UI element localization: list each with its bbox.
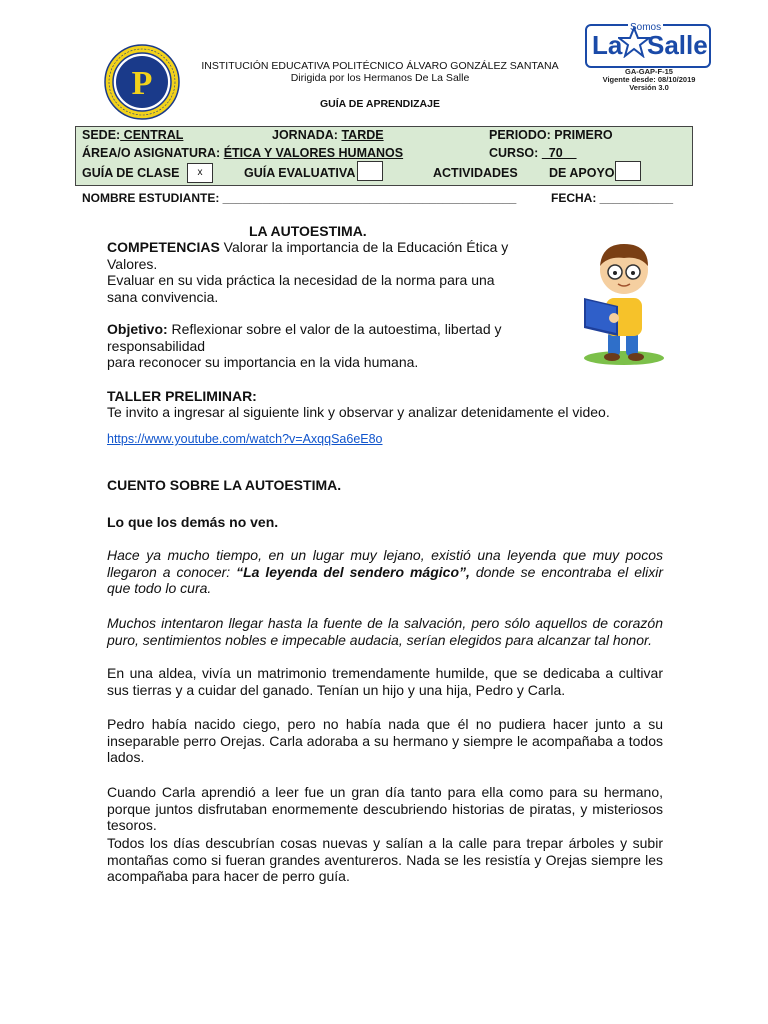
boy-reading-illustration — [578, 236, 670, 366]
competencias-block — [107, 239, 577, 305]
cuento-subtitle: Lo que los demás no ven. — [107, 514, 279, 530]
guia-clase-label: GUÍA DE CLASE — [82, 166, 180, 180]
institution-name: INSTITUCIÓN EDUCATIVA POLITÉCNICO ÁLVARO GONZÁLEZ SANTANA — [201, 60, 559, 72]
curso-label: CURSO: — [489, 146, 539, 160]
cuento-title: CUENTO SOBRE LA AUTOESTIMA. — [107, 477, 342, 493]
guide-title: GUÍA DE APRENDIZAJE — [320, 98, 440, 110]
objetivo-text-1: Reflexionar sobre el valor de la autoestima, libertad y — [167, 321, 502, 337]
taller-text: Te invito a ingresar al siguiente link y observar y analizar detenidamente el video. — [107, 404, 610, 420]
area-label: ÁREA/O ASIGNATURA: — [82, 146, 221, 160]
competencias-label: COMPETENCIAS — [107, 239, 220, 255]
story-paragraph-5: Cuando Carla aprendió a leer fue un gran día tanto para ella como para su hermano, porque juntos disfrutaban enormemente descubriendo historias de piratas, y misteriosos tesoros. — [107, 784, 663, 833]
objetivo-line-1 — [107, 321, 577, 338]
guia-evaluativa-label: GUÍA EVALUATIVA — [244, 166, 356, 180]
guia-clase-checkbox[interactable]: x — [187, 163, 213, 183]
jornada-value: TARDE — [341, 128, 384, 142]
de-apoyo-label: DE APOYO — [549, 166, 615, 180]
institution-subtitle: Dirigida por los Hermanos De La Salle — [290, 72, 470, 84]
story-paragraph-6: Todos los días descubrían cosas nuevas y salían a la calle para trepar árboles y subir montañas como si fueran grandes aventureros. Nada se les resistía y Orejas siempre les acompañaba para hacer de perro guía. — [107, 835, 663, 884]
story-p1-legend-title: “La leyenda del sendero mágico”, — [236, 563, 470, 580]
periodo-field: PERIODO: PRIMERO — [489, 128, 613, 142]
sede-field — [82, 128, 183, 143]
nombre-estudiante-field[interactable]: NOMBRE ESTUDIANTE: ____________________________________________ — [82, 191, 517, 205]
jornada-label: JORNADA: — [272, 128, 338, 142]
story-p1-text-a: Hace ya mucho tiempo, en un lugar muy lejano, existió una leyenda que muy pocos llegaron a conocer: — [107, 547, 663, 580]
taller-title: TALLER PRELIMINAR: — [107, 388, 257, 404]
youtube-link[interactable]: https://www.youtube.com/watch?v=AxqqSa6eE8o — [107, 432, 383, 446]
objetivo-block — [107, 321, 577, 371]
competencias-line-2: Valores. — [107, 255, 158, 272]
de-apoyo-checkbox[interactable] — [615, 161, 641, 181]
competencias-line-1 — [107, 239, 577, 256]
school-seal-logo — [104, 44, 180, 120]
document-code: GA-GAP-F-15 — [625, 67, 673, 76]
jornada-field — [272, 128, 384, 143]
page-title: LA AUTOESTIMA. — [249, 223, 367, 239]
curso-field — [489, 146, 577, 161]
sede-label: SEDE: — [82, 128, 121, 142]
objetivo-line-2: responsabilidad — [107, 337, 206, 354]
brand-salle-text: Salle — [647, 30, 708, 60]
sede-value: CENTRAL — [120, 128, 184, 142]
star-icon — [618, 26, 650, 58]
brand-somos-text: Somos — [630, 22, 662, 33]
fecha-field[interactable]: FECHA: ___________ — [551, 191, 674, 205]
version: Versión 3.0 — [629, 83, 669, 92]
story-paragraph-1 — [107, 547, 663, 597]
competencias-line-4: sana convivencia. — [107, 288, 219, 305]
brand-la-text: La — [592, 30, 623, 60]
competencias-line-3: Evaluar en su vida práctica la necesidad de la norma para una — [107, 272, 495, 288]
actividades-label: ACTIVIDADES — [433, 166, 518, 180]
curso-value: 70 — [541, 146, 577, 160]
competencias-text-1: Valorar la importancia de la Educación Ética y — [219, 239, 509, 255]
svg-text:P: P — [131, 65, 153, 102]
guia-evaluativa-checkbox[interactable] — [357, 161, 383, 181]
objetivo-line-3: para reconocer su importancia en la vida humana. — [107, 354, 419, 370]
area-field — [82, 146, 403, 161]
story-paragraph-2: Muchos intentaron llegar hasta la fuente de la salvación, pero sólo aquellos de corazón puro, sentimientos nobles e impecable audacia, serían elegidos para alcanzar tal honor. — [107, 615, 663, 648]
area-value: ÉTICA Y VALORES HUMANOS — [223, 146, 404, 160]
story-paragraph-4: Pedro había nacido ciego, pero no había nada que él no pudiera hacer junto a su inseparable perro Orejas. Carla adoraba a su hermano y siempre le acompañaba a todos lados. — [107, 716, 663, 765]
valid-from: Vigente desde: 08/10/2019 — [602, 75, 696, 84]
objetivo-label: Objetivo: — [107, 321, 168, 337]
story-paragraph-3: En una aldea, vivía un matrimonio tremendamente humilde, que se dedicaba a cultivar sus tierras y a cuidar del ganado. Tenían un hijo y una hija, Pedro y Carla. — [107, 665, 663, 698]
story-p1-text-c: donde se encontraba el elixir que todo lo cura. — [107, 563, 663, 596]
